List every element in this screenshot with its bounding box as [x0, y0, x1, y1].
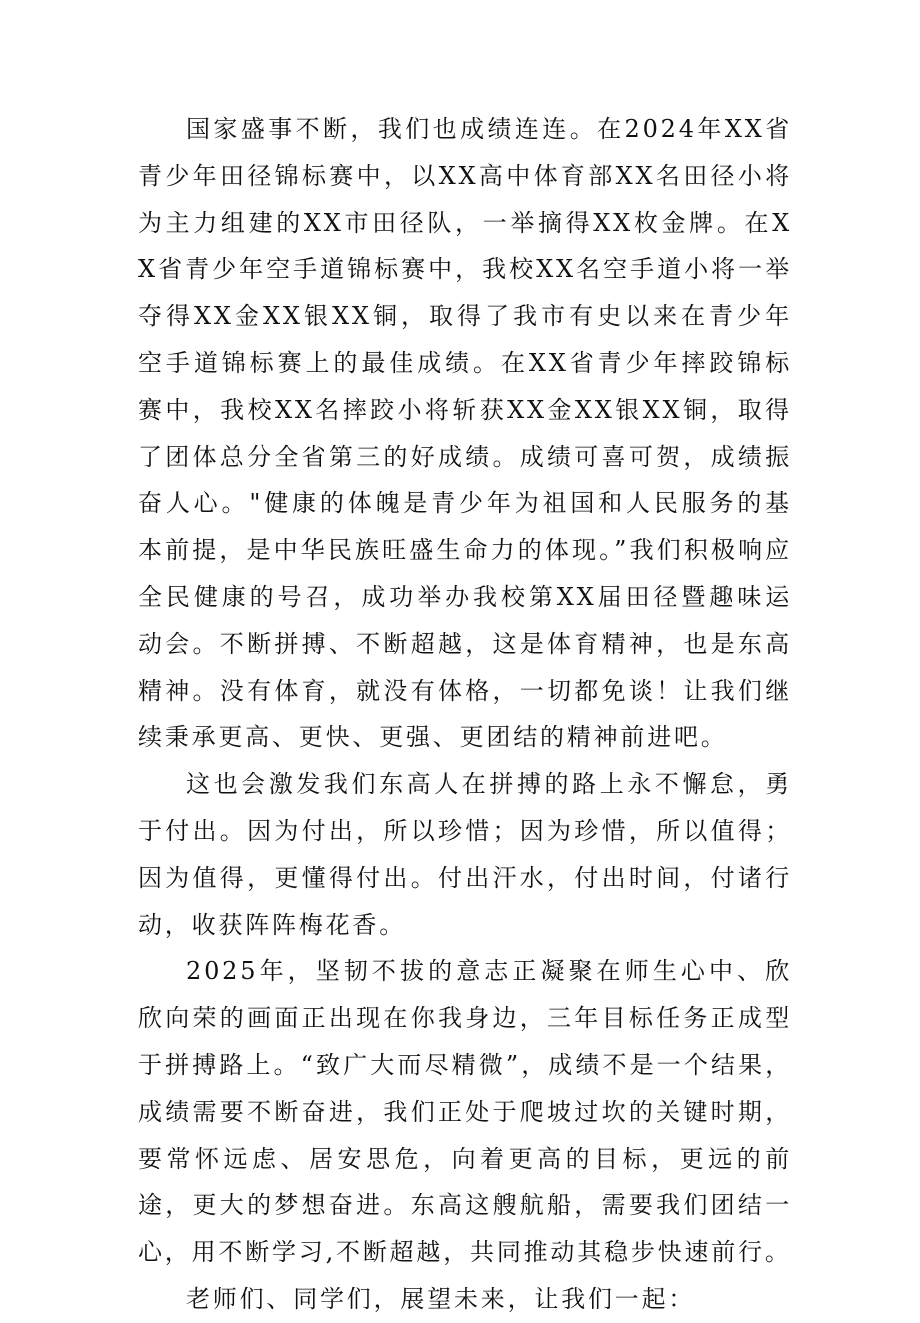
document-body — [138, 106, 792, 1323]
paragraph-closing-address: 老师们、同学们，展望未来，让我们一起： — [186, 1284, 696, 1313]
paragraph-sports-achievements: 国家盛事不断，我们也成绩连连。在2024年XX省青少年田径锦标赛中，以XX高中体育部XX名田径小将为主力组建的XX市田径队，一举摘得XX枚金牌。在XX省青少年空手道锦标赛中，我校XX名空手道小将一举夺得XX金XX银XX铜，取得了我市有史以来在青少年空手道锦标赛上的最佳成绩。在XX省青少年摔跤锦标赛中，我校XX名摔跤小将斩获XX金XX银XX铜，取得了团体总分全省第三的好成绩。成绩可喜可贺，成绩振奋人心。"健康的体魄是青少年为祖国和人民服务的基本前提，是中华民族旺盛生命力的体现。”我们积极响应全民健康的号召，成功举办我校第XX届田径暨趣味运动会。不断拼搏、不断超越，这是体育精神，也是东高精神。没有体育，就没有体格，一切都免谈！让我们继续秉承更高、更快、更强、更团结的精神前进吧。 — [138, 115, 792, 752]
paragraph-perseverance: 这也会激发我们东高人在拼搏的路上永不懈怠，勇于付出。因为付出，所以珍惜；因为珍惜，所以值得；因为值得，更懂得付出。付出汗水，付出时间，付诸行动，收获阵阵梅花香。 — [138, 770, 792, 939]
paragraph-2025-outlook: 2025年，坚韧不拔的意志正凝聚在师生心中、欣欣向荣的画面正出现在你我身边，三年目标任务正成型于拼搏路上。“致广大而尽精微”，成绩不是一个结果，成绩需要不断奋进，我们正处于爬坡过坎的关键时期，要常怀远虑、居安思危，向着更高的目标，更远的前途，更大的梦想奋进。东高这艘航船，需要我们团结一心，用不断学习,不断超越，共同推动其稳步快速前行。 — [138, 957, 792, 1267]
